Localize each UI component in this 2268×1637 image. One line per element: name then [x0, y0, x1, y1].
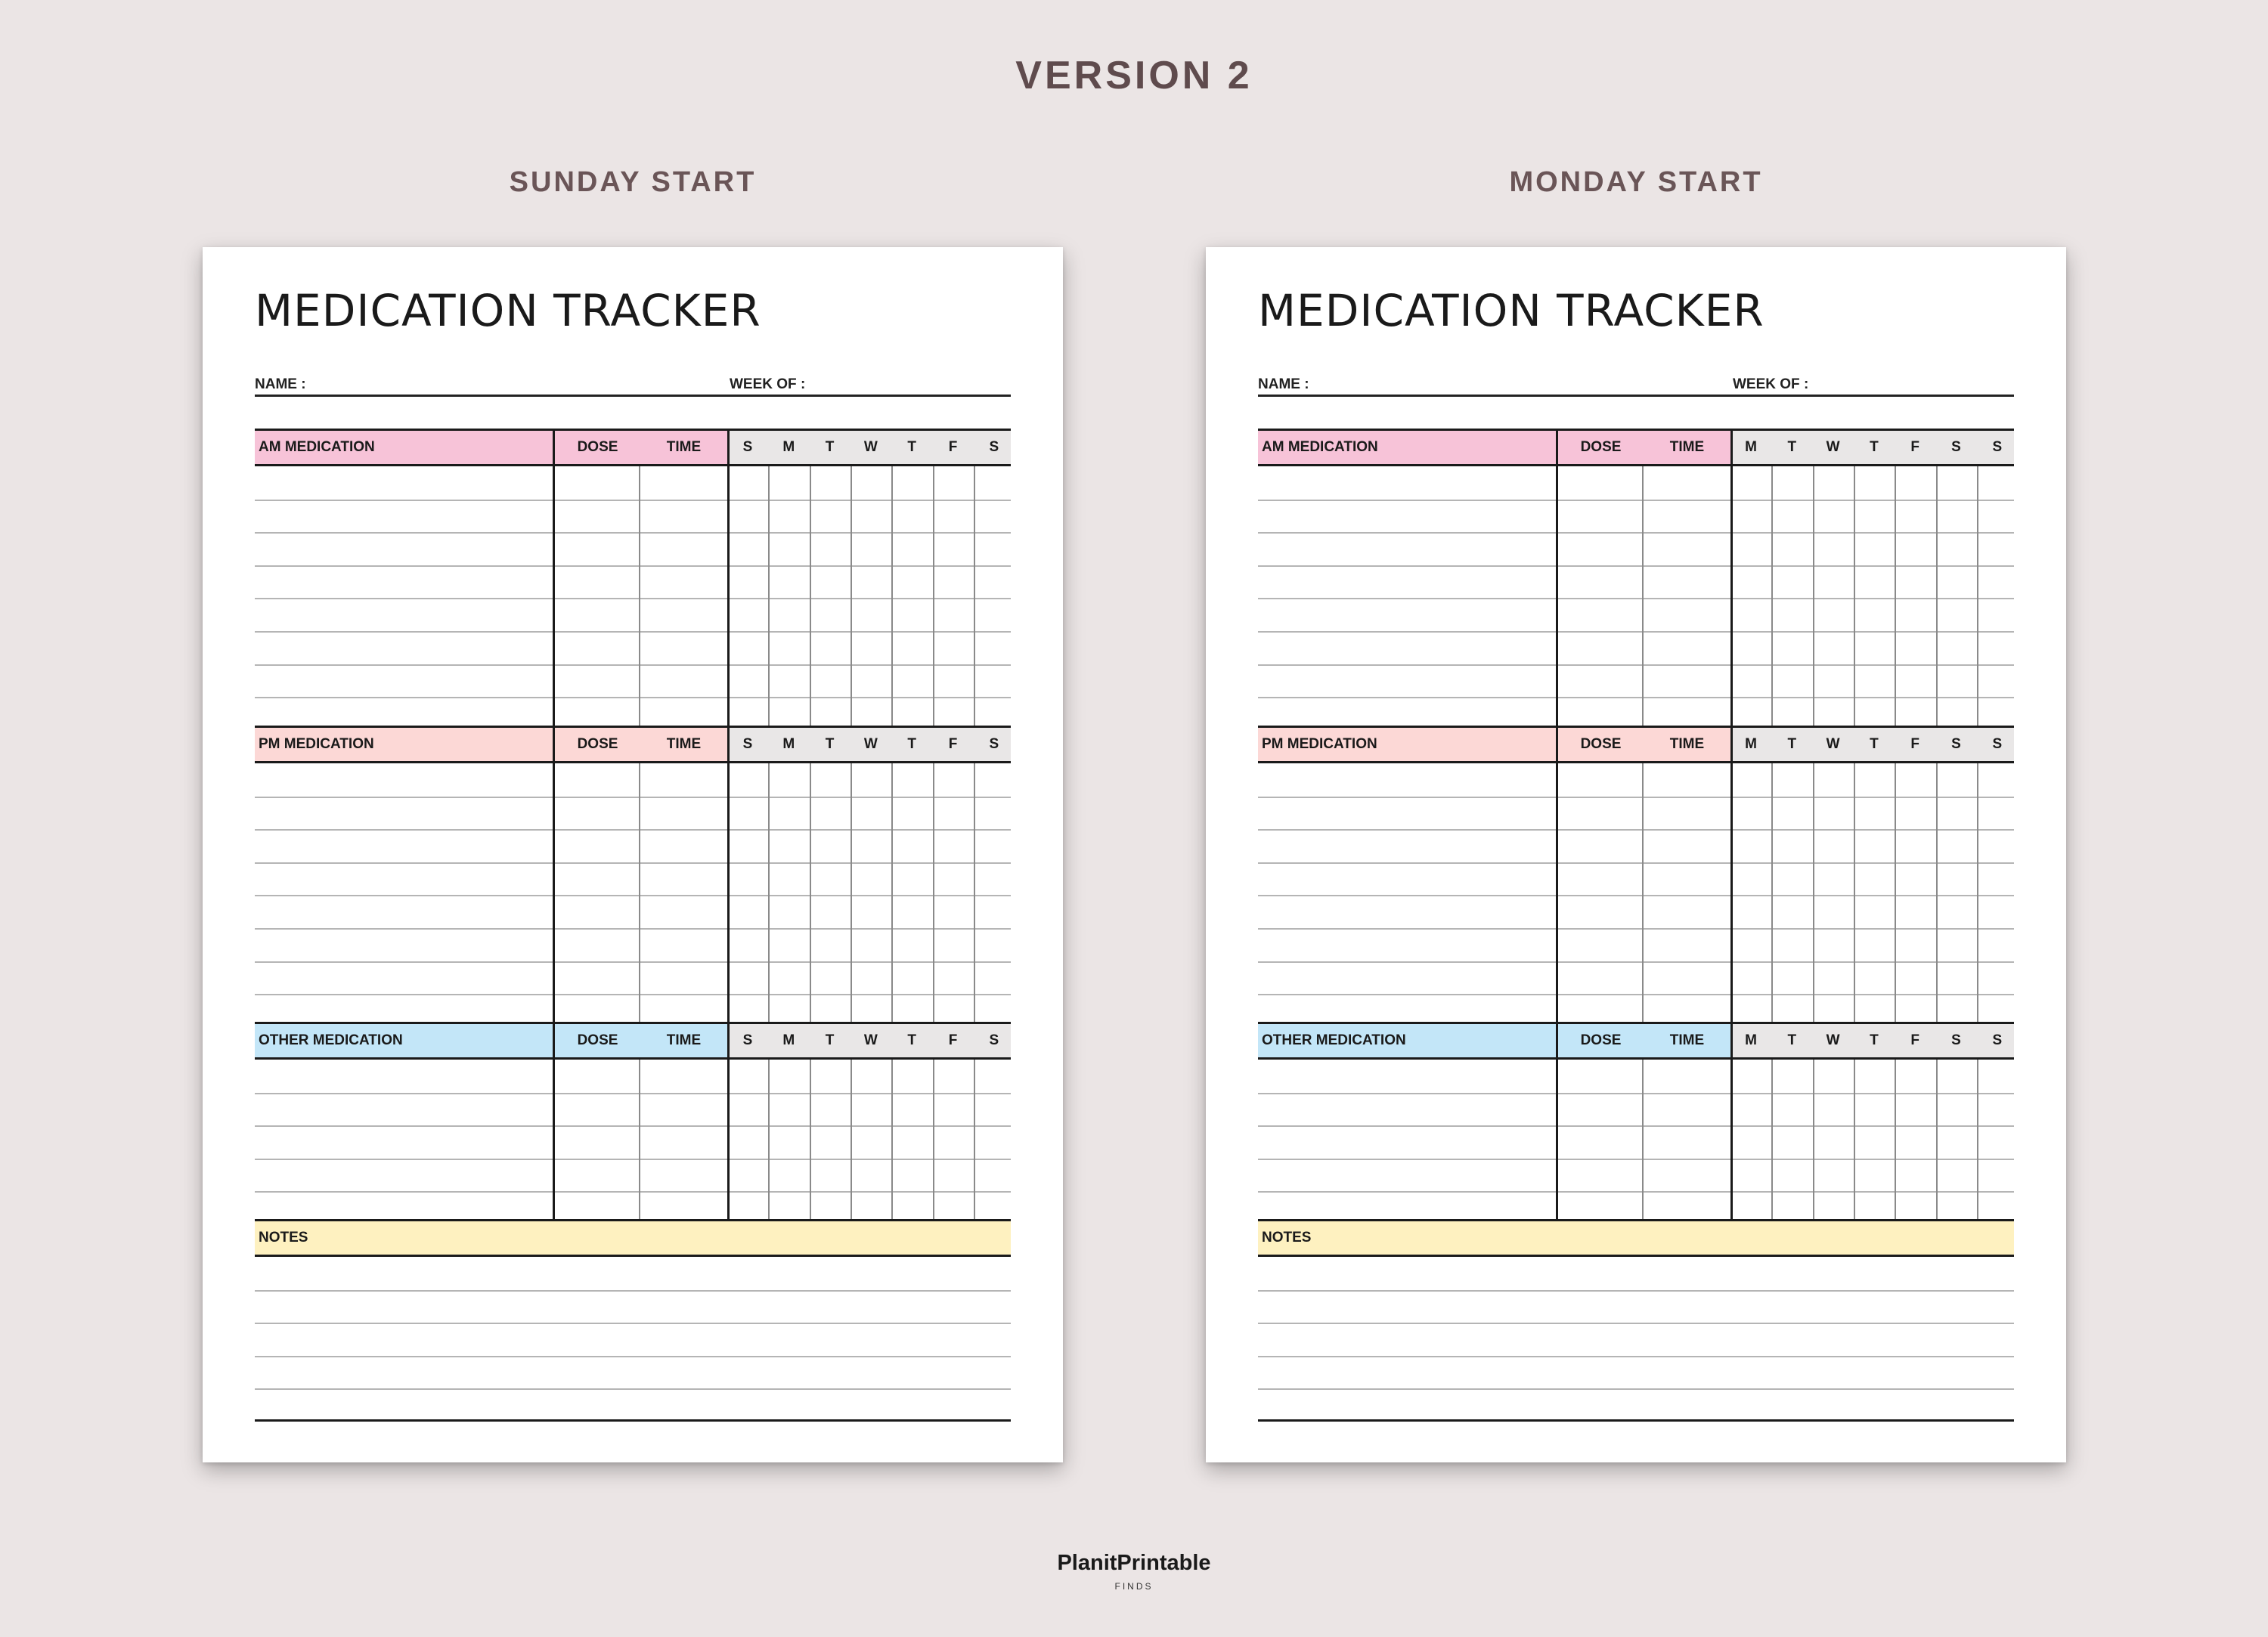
- grid-column-line: [1895, 466, 1896, 730]
- section-header: [1258, 1022, 2014, 1060]
- section-label: PM MEDICATION: [259, 736, 374, 752]
- grid-row-line: [1258, 1093, 2014, 1094]
- day-header: T: [1870, 736, 1879, 752]
- section-header: [255, 726, 1011, 763]
- grid-column-line: [810, 1060, 811, 1224]
- grid-column-line: [1936, 466, 1938, 730]
- grid-column-line: [1895, 763, 1896, 1027]
- name-label: NAME :: [1258, 376, 1309, 392]
- day-header: S: [742, 439, 753, 455]
- name-label: NAME :: [255, 376, 306, 392]
- tracker-sheet: [1206, 247, 2066, 1462]
- grid-row-line: [1258, 697, 2014, 698]
- grid-column-line: [974, 1060, 975, 1224]
- notes-header: [255, 1219, 1011, 1257]
- notes-header: [1258, 1219, 2014, 1257]
- grid-row-line: [255, 631, 1011, 633]
- notes-line: [1258, 1356, 2014, 1357]
- day-header: M: [1745, 1032, 1757, 1048]
- day-header: S: [1951, 439, 1961, 455]
- day-header: F: [1910, 439, 1919, 455]
- day-header: M: [782, 736, 795, 752]
- notes-bottom-line: [255, 1419, 1011, 1422]
- grid-row-line: [1258, 500, 2014, 501]
- day-header: S: [989, 1032, 999, 1048]
- dose-header: DOSE: [577, 439, 618, 455]
- time-header: TIME: [666, 736, 702, 752]
- grid-column-line: [768, 466, 770, 730]
- day-header: S: [1992, 736, 2003, 752]
- medication-section: [255, 726, 1011, 1027]
- grid-column-line: [1936, 1060, 1938, 1224]
- grid-row-line: [1258, 797, 2014, 798]
- grid-row-line: [1258, 1125, 2014, 1127]
- section-header: [255, 1022, 1011, 1060]
- grid-row-line: [1258, 1159, 2014, 1160]
- grid-row-line: [255, 1125, 1011, 1127]
- notes-section: [255, 1219, 1011, 1422]
- medication-section: [1258, 726, 2014, 1027]
- day-header: F: [948, 1032, 958, 1048]
- grid-column-line: [1771, 1060, 1773, 1224]
- day-header: S: [1992, 1032, 2003, 1048]
- grid-column-line: [1556, 1060, 1558, 1224]
- grid-row-line: [255, 500, 1011, 501]
- grid-column-line: [1813, 763, 1814, 1027]
- time-header: TIME: [1669, 1032, 1705, 1048]
- dose-header: DOSE: [577, 1032, 618, 1048]
- dose-header: DOSE: [577, 736, 618, 752]
- grid-row-line: [1258, 862, 2014, 864]
- day-header: F: [948, 439, 958, 455]
- notes-label: NOTES: [259, 1230, 308, 1246]
- time-header: TIME: [1669, 736, 1705, 752]
- sunday-start-title: SUNDAY START: [509, 166, 757, 198]
- notes-bottom-line: [1258, 1419, 2014, 1422]
- day-header: T: [907, 1032, 916, 1048]
- medication-section: [1258, 429, 2014, 730]
- version-title: VERSION 2: [1015, 54, 1253, 97]
- day-header: M: [1745, 736, 1757, 752]
- medication-section: [1258, 1022, 2014, 1224]
- day-header: T: [1870, 439, 1879, 455]
- day-header: W: [863, 736, 878, 752]
- day-header: W: [863, 1032, 878, 1048]
- section-label: AM MEDICATION: [1262, 439, 1378, 455]
- grid-row-line: [1258, 532, 2014, 534]
- notes-label: NOTES: [1262, 1230, 1312, 1246]
- section-grid[interactable]: [255, 763, 1011, 1027]
- notes-line: [255, 1290, 1011, 1292]
- grid-column-line: [974, 466, 975, 730]
- day-header: W: [863, 439, 878, 455]
- section-header: [255, 429, 1011, 466]
- day-header: S: [989, 439, 999, 455]
- grid-column-line: [639, 466, 640, 730]
- day-header: T: [825, 439, 835, 455]
- grid-column-line: [1854, 763, 1855, 1027]
- grid-column-line: [850, 466, 852, 730]
- week-of-label: WEEK OF :: [1733, 376, 1809, 392]
- grid-row-line: [255, 1159, 1011, 1160]
- grid-column-line: [891, 763, 893, 1027]
- time-header: TIME: [1669, 439, 1705, 455]
- name-week-field[interactable]: [255, 372, 1011, 397]
- grid-row-line: [1258, 598, 2014, 599]
- day-header: S: [742, 736, 753, 752]
- grid-column-line: [933, 466, 934, 730]
- grid-row-line: [255, 895, 1011, 896]
- grid-column-line: [1813, 1060, 1814, 1224]
- day-header: M: [782, 1032, 795, 1048]
- notes-line: [255, 1323, 1011, 1324]
- section-grid[interactable]: [255, 466, 1011, 730]
- section-grid[interactable]: [1258, 763, 2014, 1027]
- grid-row-line: [1258, 1191, 2014, 1193]
- section-header: [1258, 429, 2014, 466]
- tracker-sheet: [203, 247, 1063, 1462]
- grid-row-line: [255, 532, 1011, 534]
- grid-column-line: [1977, 1060, 1978, 1224]
- sheet-title: MEDICATION TRACKER: [255, 285, 761, 336]
- grid-row-line: [1258, 829, 2014, 831]
- day-header: T: [1787, 736, 1797, 752]
- day-header: M: [782, 439, 795, 455]
- section-label: PM MEDICATION: [1262, 736, 1377, 752]
- brand-logo-text: PlanitPrintable: [1057, 1551, 1211, 1575]
- grid-column-line: [891, 1060, 893, 1224]
- grid-column-line: [639, 763, 640, 1027]
- sheet-title: MEDICATION TRACKER: [1258, 285, 1765, 336]
- notes-line: [1258, 1323, 2014, 1324]
- grid-column-line: [1730, 466, 1733, 730]
- grid-column-line: [768, 763, 770, 1027]
- grid-column-line: [1730, 763, 1733, 1027]
- grid-column-line: [810, 466, 811, 730]
- grid-column-line: [1854, 1060, 1855, 1224]
- grid-column-line: [1854, 466, 1855, 730]
- grid-row-line: [1258, 631, 2014, 633]
- grid-row-line: [255, 994, 1011, 995]
- grid-column-line: [1642, 763, 1644, 1027]
- grid-row-line: [255, 928, 1011, 930]
- time-header: TIME: [666, 1032, 702, 1048]
- section-label: OTHER MEDICATION: [1262, 1032, 1406, 1048]
- day-header: T: [907, 439, 916, 455]
- grid-row-line: [255, 797, 1011, 798]
- grid-column-line: [1936, 763, 1938, 1027]
- grid-column-line: [553, 763, 555, 1027]
- grid-row-line: [255, 1093, 1011, 1094]
- grid-column-line: [1771, 763, 1773, 1027]
- notes-section: [1258, 1219, 2014, 1422]
- day-header: W: [1826, 736, 1840, 752]
- grid-row-line: [255, 697, 1011, 698]
- grid-column-line: [850, 763, 852, 1027]
- section-grid[interactable]: [1258, 1060, 2014, 1224]
- grid-row-line: [1258, 994, 2014, 995]
- day-header: S: [742, 1032, 753, 1048]
- grid-column-line: [933, 763, 934, 1027]
- notes-line: [1258, 1388, 2014, 1390]
- dose-header: DOSE: [1580, 736, 1622, 752]
- notes-line: [255, 1356, 1011, 1357]
- grid-column-line: [974, 763, 975, 1027]
- section-grid[interactable]: [1258, 466, 2014, 730]
- grid-column-line: [850, 1060, 852, 1224]
- grid-row-line: [1258, 928, 2014, 930]
- day-header: W: [1826, 1032, 1840, 1048]
- dose-header: DOSE: [1580, 439, 1622, 455]
- grid-column-line: [1556, 763, 1558, 1027]
- section-grid[interactable]: [255, 1060, 1011, 1224]
- medication-section: [255, 1022, 1011, 1224]
- notes-lines[interactable]: [1258, 1257, 2014, 1422]
- brand-logo-subtext: FINDS: [1114, 1581, 1154, 1592]
- grid-column-line: [891, 466, 893, 730]
- day-header: S: [1992, 439, 2003, 455]
- grid-column-line: [1977, 466, 1978, 730]
- day-header: M: [1745, 439, 1757, 455]
- grid-column-line: [768, 1060, 770, 1224]
- day-header: S: [1951, 1032, 1961, 1048]
- section-header: [1258, 726, 2014, 763]
- grid-row-line: [255, 598, 1011, 599]
- grid-column-line: [1771, 466, 1773, 730]
- time-header: TIME: [666, 439, 702, 455]
- week-of-label: WEEK OF :: [730, 376, 806, 392]
- grid-column-line: [933, 1060, 934, 1224]
- grid-row-line: [255, 862, 1011, 864]
- day-header: S: [1951, 736, 1961, 752]
- monday-start-title: MONDAY START: [1509, 166, 1763, 198]
- day-header: T: [825, 736, 835, 752]
- day-header: F: [1910, 1032, 1919, 1048]
- grid-row-line: [255, 961, 1011, 963]
- grid-row-line: [1258, 664, 2014, 666]
- grid-row-line: [1258, 961, 2014, 963]
- day-header: F: [1910, 736, 1919, 752]
- day-header: T: [1787, 439, 1797, 455]
- grid-column-line: [1730, 1060, 1733, 1224]
- grid-column-line: [1642, 466, 1644, 730]
- day-header: T: [907, 736, 916, 752]
- section-label: AM MEDICATION: [259, 439, 375, 455]
- day-header: T: [825, 1032, 835, 1048]
- day-header: S: [989, 736, 999, 752]
- grid-column-line: [727, 1060, 730, 1224]
- grid-row-line: [255, 664, 1011, 666]
- notes-line: [255, 1388, 1011, 1390]
- grid-column-line: [727, 763, 730, 1027]
- day-header: T: [1870, 1032, 1879, 1048]
- grid-column-line: [639, 1060, 640, 1224]
- grid-column-line: [810, 763, 811, 1027]
- dose-header: DOSE: [1580, 1032, 1622, 1048]
- day-header: W: [1826, 439, 1840, 455]
- grid-row-line: [1258, 895, 2014, 896]
- grid-column-line: [553, 1060, 555, 1224]
- grid-column-line: [727, 466, 730, 730]
- name-week-field[interactable]: [1258, 372, 2014, 397]
- grid-column-line: [1813, 466, 1814, 730]
- grid-column-line: [1977, 763, 1978, 1027]
- grid-column-line: [553, 466, 555, 730]
- medication-section: [255, 429, 1011, 730]
- section-label: OTHER MEDICATION: [259, 1032, 403, 1048]
- day-header: F: [948, 736, 958, 752]
- grid-column-line: [1642, 1060, 1644, 1224]
- grid-row-line: [255, 1191, 1011, 1193]
- grid-column-line: [1895, 1060, 1896, 1224]
- day-header: T: [1787, 1032, 1797, 1048]
- grid-row-line: [255, 565, 1011, 567]
- grid-row-line: [255, 829, 1011, 831]
- grid-row-line: [1258, 565, 2014, 567]
- notes-lines[interactable]: [255, 1257, 1011, 1422]
- grid-column-line: [1556, 466, 1558, 730]
- notes-line: [1258, 1290, 2014, 1292]
